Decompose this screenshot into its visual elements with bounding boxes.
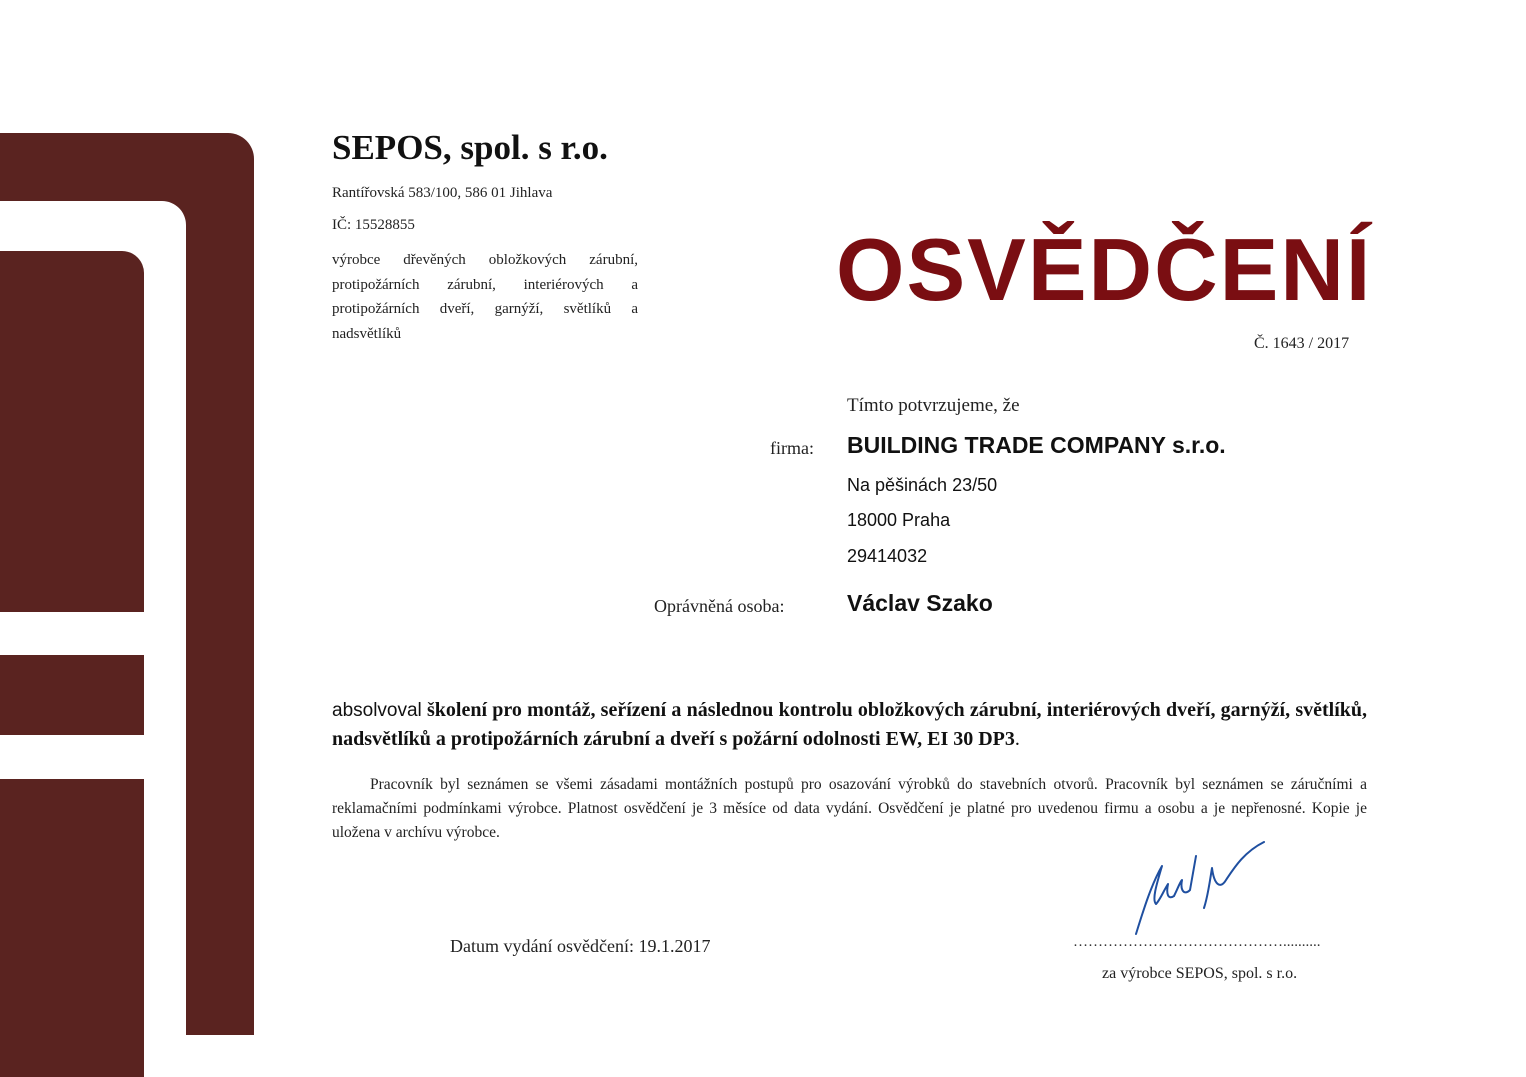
- signature-line: ……………………………………..........: [1073, 934, 1321, 950]
- training-prefix: absolvoval: [332, 700, 422, 721]
- person-label: Oprávněná osoba:: [654, 596, 785, 616]
- firm-street: Na pěšinách 23/50: [847, 475, 998, 495]
- signature-image: [1130, 838, 1270, 938]
- issue-date: Datum vydání osvědčení: 19.1.2017: [450, 936, 711, 956]
- signature-caption: za výrobce SEPOS, spol. s r.o.: [1102, 965, 1298, 982]
- door-panel-upper: [0, 251, 144, 612]
- person-name: Václav Szako: [847, 590, 993, 616]
- door-panel-lower: [0, 779, 144, 1077]
- issuer-ico: IČ: 15528855: [332, 217, 415, 233]
- confirm-text: Tímto potvrzujeme, že: [847, 395, 1020, 416]
- firm-city: 18000 Praha: [847, 510, 951, 530]
- door-panel-middle: [0, 655, 144, 735]
- training-statement: [332, 696, 1367, 754]
- training-course: školení pro montáž, seřízení a následnou kontrolu obložkových zárubní, interiérových dveří, garnýží, světlíků, nadsvětlíků a protipožárních zárubní a dveří s požární odolnosti EW, EI 30 DP3: [332, 699, 1368, 750]
- firm-name: BUILDING TRADE COMPANY s.r.o.: [847, 432, 1226, 458]
- firm-id: 29414032: [847, 546, 928, 566]
- firm-label: firma:: [770, 438, 814, 458]
- certificate-number: Č. 1643 / 2017: [1254, 335, 1350, 352]
- info-paragraph: Pracovník byl seznámen se všemi zásadami montážních postupů pro osazování výrobků do stavebních otvorů. Pracovník byl seznámen se záručními a reklamačními podmínkami výrobce. Platnost osvědčení je 3 měsíce od data vydání. Osvědčení je platné pro uvedenou firmu a osobu a je nepřenosné. Kopie je uložena v archívu výrobce.: [332, 776, 1367, 841]
- certificate-title: OSVĚDČENÍ: [836, 220, 1373, 319]
- issuer-address: Rantířovská 583/100, 586 01 Jihlava: [332, 185, 553, 201]
- issuer-description: výrobce dřevěných obložkových zárubní, protipožárních zárubní, interiérových a protipožárních dveří, garnýží, světlíků a nadsvětlíků: [332, 252, 638, 342]
- training-suffix: .: [1014, 728, 1020, 750]
- issuer-name: SEPOS, spol. s r.o.: [332, 128, 608, 167]
